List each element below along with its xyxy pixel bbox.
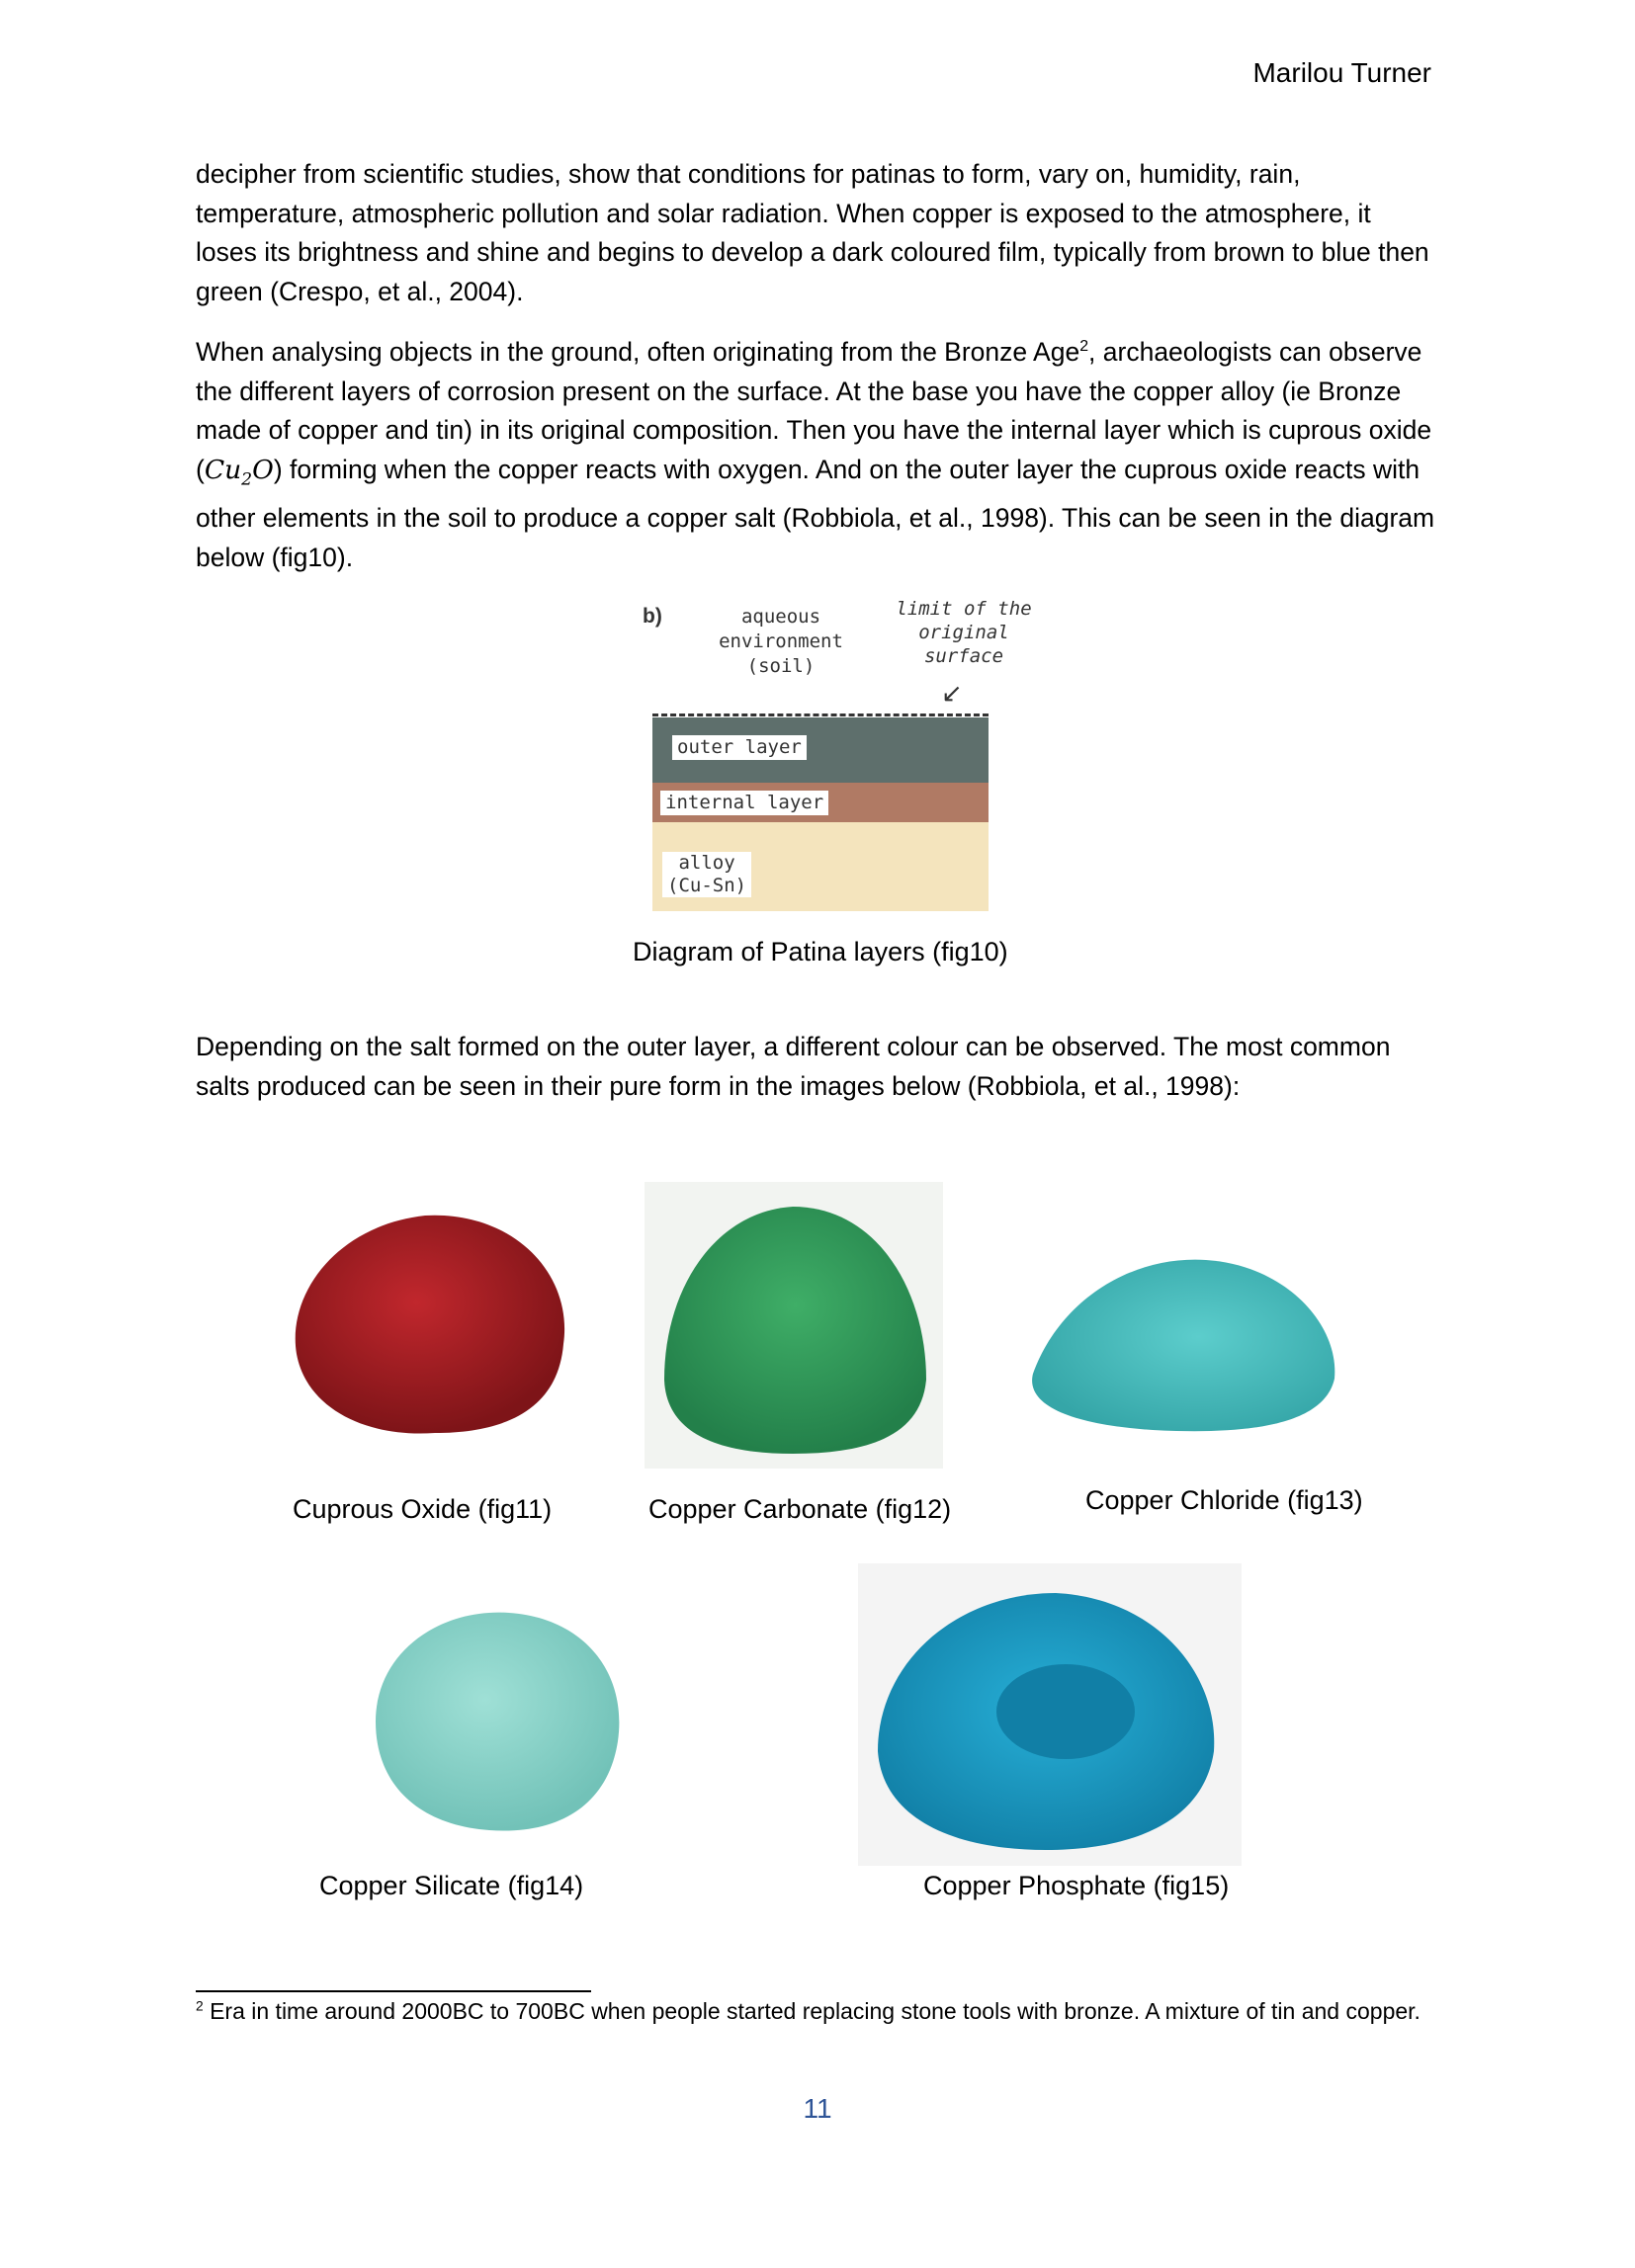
paragraph-patina-conditions: decipher from scientific studies, show that conditions for patinas to form, vary on, humidity, rain, temperature, atmospheric pollution and solar radiation. When copper is exposed to the atmosphere, it loses its brightness and shine and begins to develop a dark coloured film, typically from brown to blue then green (Crespo, et al., 2004). [196, 159, 1429, 306]
caption-copper-chloride: Copper Chloride (fig13) [1085, 1485, 1363, 1515]
figure-caption: Diagram of Patina layers (fig10) [633, 937, 1008, 966]
outer-layer-label: outer layer [672, 735, 807, 760]
environment-label: aqueous environment (soil) [719, 606, 843, 677]
caption-copper-phosphate: Copper Phosphate (fig15) [923, 1871, 1230, 1900]
page-number: 11 [803, 2093, 832, 2124]
original-surface-line [652, 714, 989, 716]
internal-layer-label: internal layer [660, 791, 828, 815]
powder-pile-shape [664, 1207, 926, 1454]
powder-crater-shape [996, 1664, 1135, 1759]
footnote-marker: 2 [196, 1998, 204, 2014]
copper-carbonate-image [645, 1182, 943, 1469]
copper-phosphate-image [858, 1563, 1242, 1866]
powder-pile-shape [1032, 1260, 1334, 1432]
footnote: $^2$ Era in time around 2000BC to 700BC when people started replacing stone tools with bronze. A mixture of tin and copper. [196, 1998, 1420, 2024]
patina-layers-diagram [633, 597, 1048, 917]
footnote-reference[interactable]: 2 [1079, 338, 1089, 356]
footnote-separator [196, 1990, 591, 1992]
original-surface-label: limit of the original surface [896, 598, 1032, 667]
powder-pile-shape [376, 1613, 619, 1831]
cuprous-oxide-image [277, 1186, 593, 1463]
caption-copper-silicate: Copper Silicate (fig14) [319, 1871, 584, 1900]
caption-copper-carbonate: Copper Carbonate (fig12) [648, 1494, 952, 1524]
diagram-panel-label: b) [643, 605, 662, 628]
paragraph-salt-colours: Depending on the salt formed on the outer layer, a different colour can be observed. The most common salts produced can be seen in their pure form in the images below (Robbiola, et al., 1998): [196, 1032, 1391, 1101]
copper-chloride-image [1018, 1216, 1354, 1443]
arrow-icon: ↙ [941, 678, 963, 708]
copper-silicate-image [351, 1593, 638, 1850]
cuprous-oxide-formula: $Cu_2O$ [204, 454, 274, 489]
alloy-label: alloy (Cu-Sn) [662, 852, 751, 897]
powder-pile-shape [296, 1216, 564, 1434]
caption-cuprous-oxide: Cuprous Oxide (fig11) [293, 1494, 553, 1524]
paragraph-corrosion-layers: When analysing objects in the ground, often originating from the Bronze Age$^2$, archaeologists can observe the different layers of corrosion present on the surface. At the base you have the copper alloy (ie Bronze made of copper and tin) in its original composition. Then you have the internal layer which is cuprous oxide $(Cu_2O)$ forming when the copper reacts with oxygen. And on the outer layer the cuprous oxide reacts with other elements in the soil to produce a copper salt (Robbiola, et al., 1998). This can be seen in the diagram below (fig10). [196, 337, 1435, 572]
running-header-author: Marilou Turner [1252, 57, 1431, 88]
